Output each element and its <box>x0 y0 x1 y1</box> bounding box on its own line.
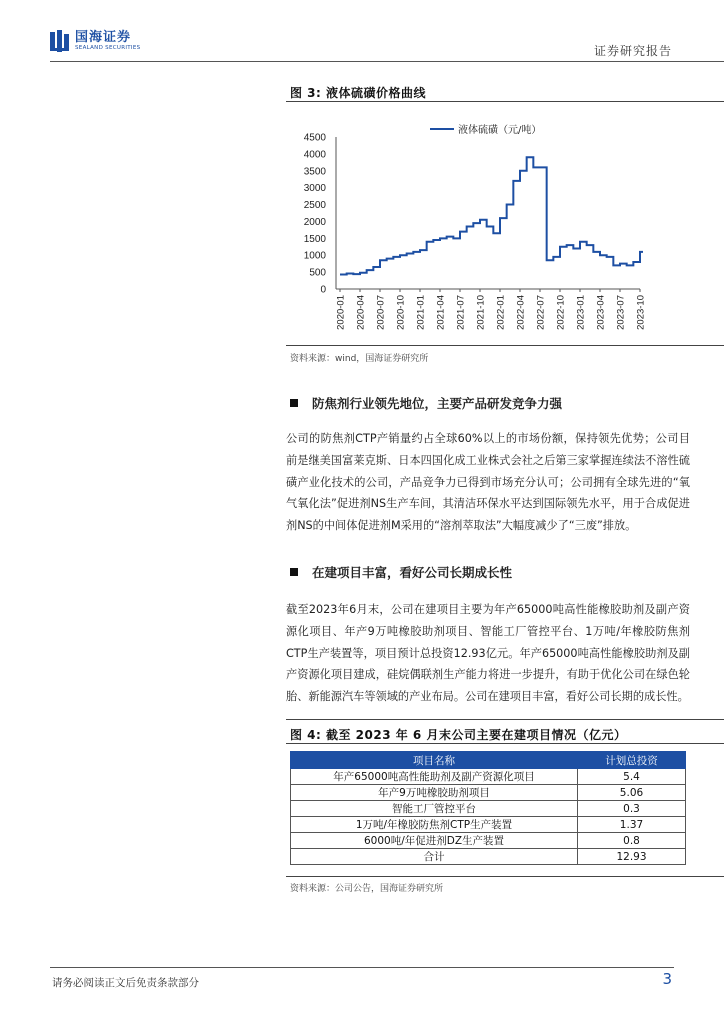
project-name-cell: 6000吨/年促进剂DZ生产装置 <box>291 833 578 849</box>
x-tick-label: 2023-01 <box>575 295 587 330</box>
x-tick-label: 2020-04 <box>355 295 367 330</box>
x-tick-label: 2023-07 <box>615 295 627 330</box>
y-tick-label: 2000 <box>303 216 326 228</box>
section1-heading-text: 防焦剂行业领先地位，主要产品研发竞争力强 <box>312 396 563 411</box>
project-name-cell: 年产9万吨橡胶助剂项目 <box>291 785 578 801</box>
column-header-project: 项目名称 <box>291 752 578 769</box>
section2-paragraph: 截至2023年6月末，公司在建项目主要为年产65000吨高性能橡胶助剂及副产资源化项目、年产9万吨橡胶助剂项目、智能工厂管控平台、1万吨/年橡胶防焦剂CTP生产装置等，项目预计总投资12.93亿元。年产65000吨高性能橡胶助剂及副产资源化项目建成，硅烷偶联剂生产能力将进一步提升，有助于优化公司在绿色轮胎、新能源汽车等领域的产业布局。公司在建项目丰富，看好公司长期的成长性。 <box>286 603 690 704</box>
report-type-label: 证券研究报告 <box>593 44 672 58</box>
x-tick-label: 2020-01 <box>335 295 347 330</box>
section1-paragraph: 公司的防焦剂CTP产销量约占全球60%以上的市场份额，保持领先优势；公司目前是继美国富莱克斯、日本四国化成工业株式会社之后第三家掌握连续法不溶性硫磺产业化技术的公司，产品竞争力已得到市场充分认可；公司拥有全球先进的“氧气氧化法”促进剂NS生产车间，其清洁环保水平达到国际领先水平，用于合成促进剂NS的中间体促进剂M采用的“溶剂萃取法”大幅度减少了“三废”排放。 <box>286 432 690 533</box>
page-number: 3 <box>662 970 672 988</box>
y-tick-label: 1000 <box>303 250 326 262</box>
logo-mark-icon <box>50 30 70 52</box>
x-tick-label: 2021-04 <box>435 295 447 330</box>
series-line-liquid-sulfur <box>340 157 643 274</box>
x-tick-label: 2022-07 <box>535 295 547 330</box>
section2-heading-text: 在建项目丰富，看好公司长期成长性 <box>312 565 513 580</box>
figure4-source: 资料来源：公司公告，国海证券研究所 <box>290 884 444 894</box>
figure3-top-rule <box>286 101 724 102</box>
projects-table <box>290 751 686 865</box>
y-tick-label: 500 <box>309 267 326 279</box>
section2-heading <box>290 563 512 581</box>
table-row <box>291 817 686 833</box>
project-name-cell: 1万吨/年橡胶防焦剂CTP生产装置 <box>291 817 578 833</box>
investment-cell: 5.06 <box>578 785 686 801</box>
x-tick-label: 2020-10 <box>395 295 407 330</box>
x-tick-label: 2021-01 <box>415 295 427 330</box>
legend-label: 液体硫磺（元/吨） <box>458 125 542 136</box>
y-tick-label: 4500 <box>303 132 326 144</box>
x-tick-label: 2021-10 <box>475 295 487 330</box>
square-bullet-icon <box>290 399 298 407</box>
total-label-cell: 合计 <box>291 849 578 865</box>
table-row <box>291 833 686 849</box>
investment-cell: 1.37 <box>578 817 686 833</box>
table-row <box>291 801 686 817</box>
column-header-investment: 计划总投资 <box>578 752 686 769</box>
figure4-bottom-rule <box>286 876 724 877</box>
x-tick-label: 2022-01 <box>495 295 507 330</box>
x-tick-label: 2022-04 <box>515 295 527 330</box>
investment-cell: 5.4 <box>578 769 686 785</box>
x-tick-label: 2023-10 <box>635 295 647 330</box>
y-tick-label: 3500 <box>303 166 326 178</box>
figure4-title: 图 4: 截至 2023 年 6 月末公司主要在建项目情况（亿元） <box>290 728 627 742</box>
footer-divider <box>50 967 674 968</box>
table-row <box>291 785 686 801</box>
x-tick-label: 2023-04 <box>595 295 607 330</box>
header-divider <box>50 61 724 62</box>
disclaimer-text: 请务必阅读正文后免责条款部分 <box>52 977 199 989</box>
total-value-cell: 12.93 <box>578 849 686 865</box>
investment-cell: 0.8 <box>578 833 686 849</box>
table-row <box>291 769 686 785</box>
project-name-cell: 智能工厂管控平台 <box>291 801 578 817</box>
y-tick-label: 1500 <box>303 233 326 245</box>
x-tick-label: 2022-10 <box>555 295 567 330</box>
logo-english-name: SEALAND SECURITIES <box>75 44 141 51</box>
figure3-title: 图 3: 液体硫磺价格曲线 <box>290 86 427 100</box>
figure4-top-rule <box>286 719 724 720</box>
figure3-source: 资料来源：wind，国海证券研究所 <box>290 354 429 364</box>
investment-cell: 0.3 <box>578 801 686 817</box>
y-tick-label: 2500 <box>303 200 326 212</box>
company-logo <box>50 30 140 52</box>
y-tick-label: 3000 <box>303 183 326 195</box>
figure3-bottom-rule <box>286 345 724 346</box>
section1-heading <box>290 394 562 412</box>
square-bullet-icon <box>290 568 298 576</box>
x-tick-label: 2020-07 <box>375 295 387 330</box>
project-name-cell: 年产65000吨高性能助剂及副产资源化项目 <box>291 769 578 785</box>
figure4-title-rule <box>286 743 724 744</box>
table-total-row <box>291 849 686 865</box>
sulfur-price-chart <box>290 118 710 340</box>
logo-chinese-name: 国海证券 <box>75 29 132 45</box>
y-tick-label: 4000 <box>303 149 326 161</box>
y-tick-label: 0 <box>320 284 326 296</box>
table-header-row <box>291 752 686 769</box>
x-tick-label: 2021-07 <box>455 295 467 330</box>
